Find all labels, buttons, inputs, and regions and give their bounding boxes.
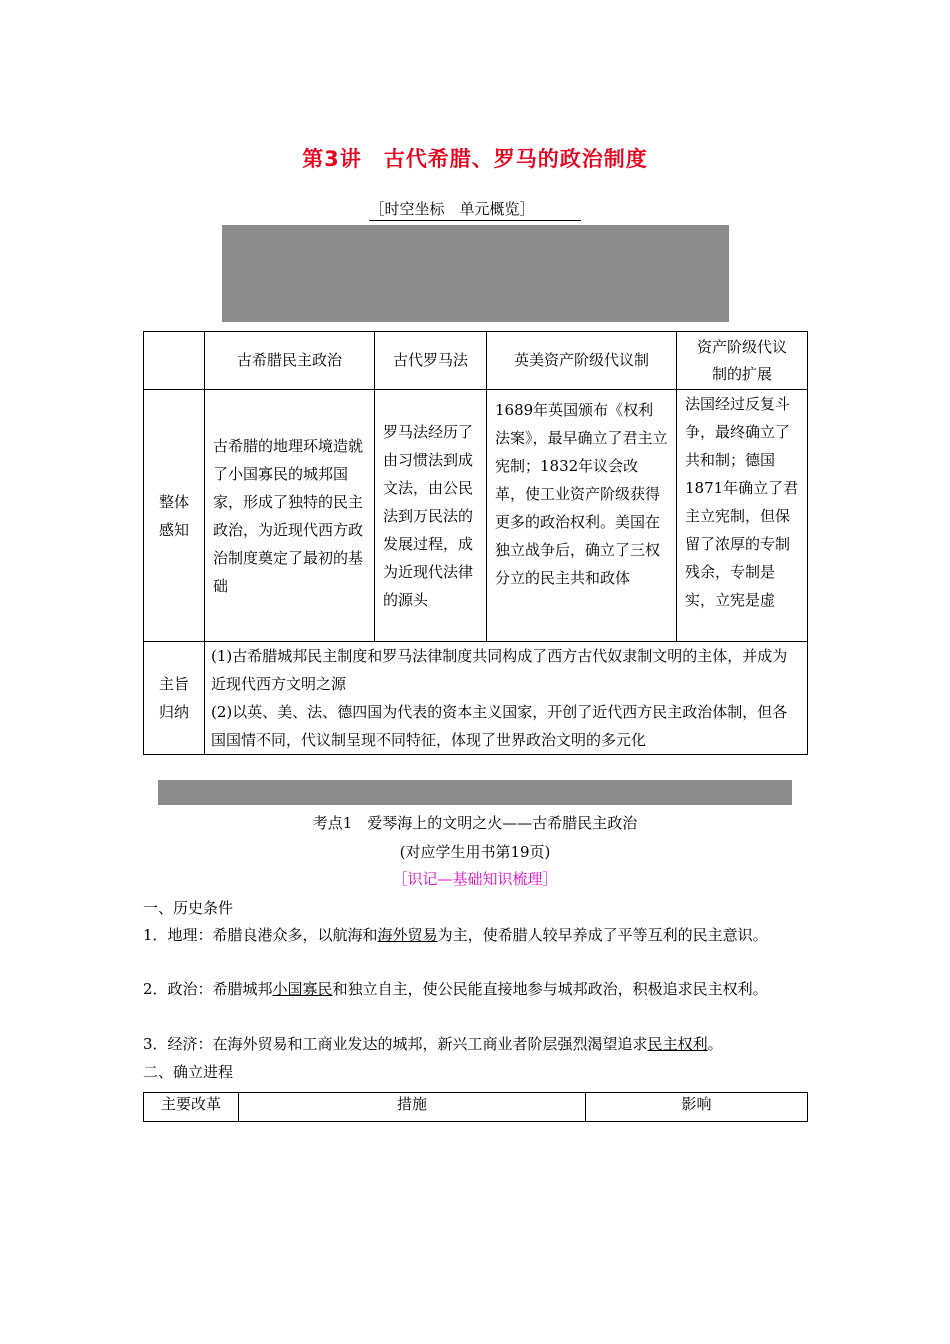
knowledge-tag: ［识记—基础知识梳理］ — [392, 870, 558, 888]
list-item: 3．经济：在海外贸易和工商业发达的城邦，新兴工商业者阶层强烈渴望追求民主权利。 — [143, 1035, 723, 1053]
table-cell: 罗马法经历了由习惯法到成文法，由公民法到万民法的发展过程，成为近现代法律的源头 — [375, 390, 487, 642]
banner-placeholder — [158, 780, 792, 805]
header-cell: 古希腊民主政治 — [205, 332, 375, 390]
header-cell: 措施 — [239, 1093, 586, 1122]
header-cell: 影响 — [586, 1093, 808, 1122]
lecture-title: 古代希腊、罗马的政治制度 — [383, 147, 648, 171]
table-row — [144, 642, 808, 755]
page-title — [0, 143, 950, 173]
table-cell: 法国经过反复斗争，最终确立了共和制；德国1871年确立了君主立宪制，但保留了浓厚的专制残余，专制是实，立宪是虚 — [677, 390, 808, 642]
book-reference: (对应学生用书第19页) — [399, 843, 551, 861]
header-cell: 资产阶级代议 制的扩展 — [677, 332, 808, 390]
timeline-image-placeholder — [222, 225, 729, 322]
section-heading: ［时空坐标 单元概览］ — [0, 198, 950, 221]
section-heading-conditions: 一、历史条件 — [143, 899, 234, 917]
lecture-number: 第3讲 — [302, 147, 362, 171]
header-cell: 主要改革 — [144, 1093, 239, 1122]
table-cell: 古希腊的地理环境造就了小国寡民的城邦国家，形成了独特的民主政治，为近现代西方政治制度奠定了最初的基础 — [205, 390, 375, 642]
row-label: 整体 感知 — [144, 390, 205, 642]
list-item: 1．地理：希腊良港众多，以航海和海外贸易为主，使希腊人较早养成了平等互利的民主意识。 — [143, 926, 768, 944]
overview-table — [143, 331, 808, 755]
table-header-row — [144, 332, 808, 390]
row-label: 主旨 归纳 — [144, 642, 205, 755]
header-cell: 古代罗马法 — [375, 332, 487, 390]
table-row — [144, 390, 808, 642]
reform-table — [143, 1092, 808, 1122]
summary-cell: (1)古希腊城邦民主制度和罗马法律制度共同构成了西方古代奴隶制文明的主体，并成为近现代西方文明之源 (2)以英、美、法、德四国为代表的资本主义国家，开创了近代西方民主政治体制，但各国国情不同，代议制呈现不同特征，体现了世界政治文明的多元化 — [205, 642, 808, 755]
kaodian-title: 考点1 爱琴海上的文明之火——古希腊民主政治 — [312, 814, 638, 832]
table-cell: 1689年英国颁布《权利法案》，最早确立了君主立宪制；1832年议会改革，使工业资产阶级获得更多的政治权利。美国在独立战争后，确立了三权分立的民主共和政体 — [487, 390, 677, 642]
section-heading-process: 二、确立进程 — [143, 1063, 234, 1081]
header-cell: 英美资产阶级代议制 — [487, 332, 677, 390]
table-header-row — [144, 1093, 808, 1122]
header-empty-cell — [144, 332, 205, 390]
list-item: 2．政治：希腊城邦小国寡民和独立自主，使公民能直接地参与城邦政治，积极追求民主权利。 — [143, 980, 768, 998]
